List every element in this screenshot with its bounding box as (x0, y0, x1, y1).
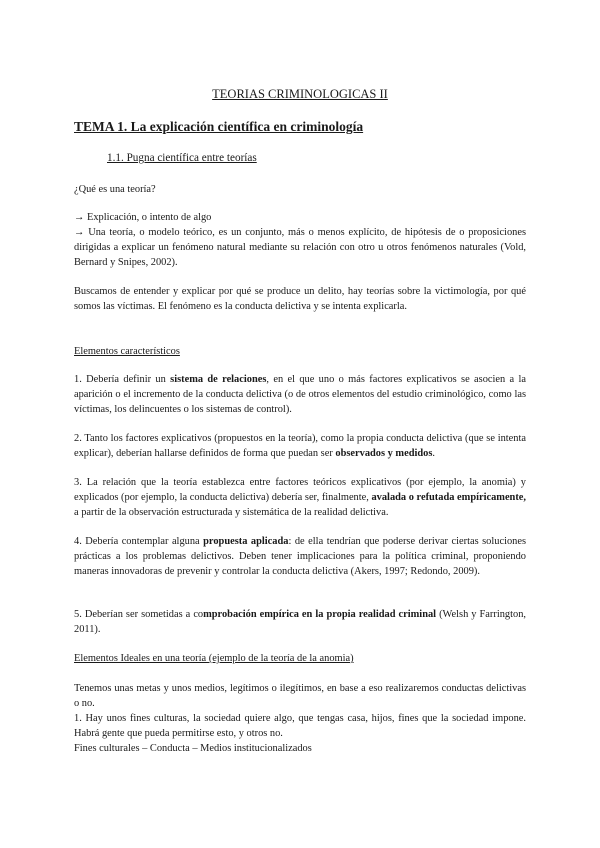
element-item-2: 2. Tanto los factores explicativos (propuestos en la teoría), como la propia conducta delictiva (que se intenta explicar), deberían hallarse definidos de forma que puedan ser observados y medidos. (74, 433, 526, 459)
definition-long: → Una teoría, o modelo teórico, es un conjunto, más o menos explícito, de hipótesis de o proposiciones dirigidas a explicar un fenómeno natural mediante su relación con otro u otros fenómenos naturales (Vold, Bernard y Snipes, 2002). (74, 227, 526, 268)
question-text: ¿Qué es una teoría? (74, 184, 156, 195)
ideal-heading: Elementos Ideales en una teoría (ejemplo de la teoría de la anomia) (74, 653, 354, 664)
document-title: TEORIAS CRIMINOLOGICAS II (212, 87, 388, 101)
ideal-paragraph-1: Tenemos unas metas y unos medios, legítimos o ilegítimos, en base a eso realizaremos conductas delictivas o no. (74, 683, 526, 709)
ideal-paragraph-2: 1. Hay unos fines culturas, la sociedad quiere algo, que tengas casa, hijos, fines que la sociedad impone. Habrá gente que pueda permitirse esto, y otros no. (74, 713, 526, 739)
elements-heading: Elementos característicos (74, 346, 180, 357)
element-item-1: 1. Debería definir un sistema de relaciones, en el que uno o más factores explicativos se asocien a la aparición o el incremento de la conducta delictiva (o de otros elementos del estudio criminológico, como las víctimas, los delincuentes o los sistemas de control). (74, 374, 526, 415)
definition-short: → Explicación, o intento de algo (74, 212, 212, 223)
intro-paragraph: Buscamos de entender y explicar por qué se produce un delito, hay teorías sobre la victimología, por qué somos las víctimas. El fenómeno es la conducta delictiva y se intenta explicarla. (74, 286, 526, 312)
element-item-3: 3. La relación que la teoría establezca entre factores teóricos explicativos (por ejemplo, la anomia) y explicados (por ejemplo, la conducta delictiva) debería ser, finalmente, avalada o refutada empíricamente, a partir de la observación estructurada y sistemática de la realidad delictiva. (74, 477, 527, 518)
ideal-paragraph-3: Fines culturales – Conducta – Medios institucionalizados (74, 743, 312, 754)
tema-heading: TEMA 1. La explicación científica en criminología (74, 119, 364, 134)
subsection-heading: 1.1. Pugna científica entre teorías (107, 152, 257, 164)
element-item-4: 4. Debería contemplar alguna propuesta aplicada: de ella tendrían que poderse derivar ciertas soluciones prácticas a los problemas delictivos. Deben tener implicaciones para la política criminal, proponiendo maneras innovadoras de prevenir y controlar la conducta delictiva (Akers, 1997; Redondo, 2009). (74, 536, 526, 577)
element-item-5: 5. Deberían ser sometidas a comprobación empírica en la propia realidad criminal (Welsh y Farrington, 2011). (74, 609, 526, 635)
